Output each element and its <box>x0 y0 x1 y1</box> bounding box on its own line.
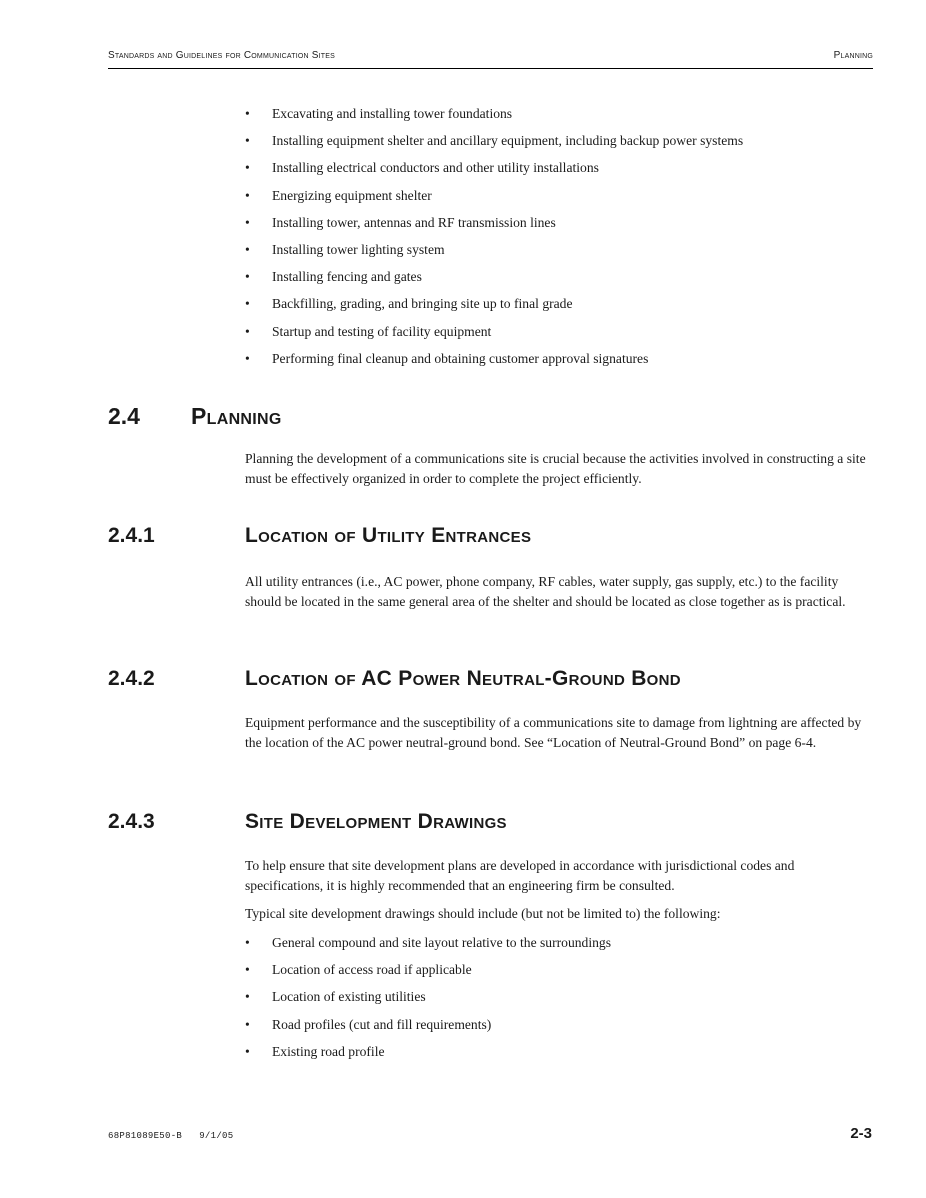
list-item: • Installing tower, antennas and RF transmission lines <box>245 213 875 240</box>
subsection-heading: Site Development Drawings <box>245 810 507 833</box>
bullet-icon: • <box>245 160 250 176</box>
bullet-icon: • <box>245 187 250 203</box>
section-body: Planning the development of a communications site is crucial because the activities involved in constructing a site must be effectively organized in order to complete the project efficiently. <box>245 451 866 486</box>
bullet-icon: • <box>245 1016 250 1032</box>
list-item: • General compound and site layout relative to the surroundings <box>245 933 875 960</box>
bullet-icon: • <box>245 350 250 366</box>
task-bullet-list <box>245 104 875 376</box>
list-item: • Location of existing utilities <box>245 987 875 1014</box>
list-item: • Startup and testing of facility equipment <box>245 322 875 349</box>
list-item: • Performing final cleanup and obtaining customer approval signatures <box>245 349 875 376</box>
list-item: • Installing fencing and gates <box>245 267 875 294</box>
list-item: • Energizing equipment shelter <box>245 186 875 213</box>
document-id: 68P81089E50-B 9/1/05 <box>108 1131 234 1141</box>
list-item: • Backfilling, grading, and bringing site up to final grade <box>245 294 875 321</box>
subsection-heading: Location of AC Power Neutral-Ground Bond <box>245 667 681 690</box>
list-item: • Road profiles (cut and fill requirements) <box>245 1015 875 1042</box>
bullet-icon: • <box>245 935 250 950</box>
bullet-icon: • <box>245 323 250 339</box>
page-number: 2-3 <box>850 1125 872 1142</box>
bullet-icon: • <box>245 133 250 149</box>
bullet-icon: • <box>245 241 250 257</box>
list-item: • Excavating and installing tower foundations <box>245 104 875 131</box>
section-heading: Planning <box>191 403 282 429</box>
header-title: Standards and Guidelines for Communication Sites <box>108 50 335 61</box>
bullet-icon: • <box>245 296 250 312</box>
subsection-heading: Location of Utility Entrances <box>245 524 532 547</box>
subsection-body: All utility entrances (i.e., AC power, phone company, RF cables, water supply, gas supply, etc.) to the facility should be located in the same general area of the shelter and should be located as close together as is practical. <box>245 574 846 609</box>
list-item: • Existing road profile <box>245 1042 875 1069</box>
bullet-icon: • <box>245 989 250 1005</box>
section-number: 2.4 <box>108 403 140 429</box>
bullet-icon: • <box>245 269 250 285</box>
drawing-bullet-list <box>245 933 875 1069</box>
subsection-number: 2.4.3 <box>108 810 155 833</box>
list-item: • Installing electrical conductors and other utility installations <box>245 158 875 185</box>
bullet-icon: • <box>245 214 250 230</box>
list-item: • Location of access road if applicable <box>245 960 875 987</box>
subsection-body: Equipment performance and the susceptibility of a communications site to damage from lightning are affected by the location of the AC power neutral-ground bond. See “Location of Neutral-Ground Bond” on page 6-4. <box>245 715 862 750</box>
bullet-icon: • <box>245 962 250 978</box>
list-item: • Installing equipment shelter and ancillary equipment, including backup power systems <box>245 131 875 158</box>
subsection-number: 2.4.1 <box>108 524 155 547</box>
header-section: Planning <box>833 50 873 61</box>
subsection-body: Typical site development drawings should include (but not be limited to) the following: <box>245 906 721 921</box>
bullet-icon: • <box>245 1043 250 1059</box>
bullet-icon: • <box>245 106 250 121</box>
running-header <box>108 50 873 69</box>
subsection-number: 2.4.2 <box>108 667 155 690</box>
subsection-body: To help ensure that site development plans are developed in accordance with jurisdictional codes and specifications, it is highly recommended that an engineering firm be consulted. <box>245 858 795 893</box>
list-item: • Installing tower lighting system <box>245 240 875 267</box>
